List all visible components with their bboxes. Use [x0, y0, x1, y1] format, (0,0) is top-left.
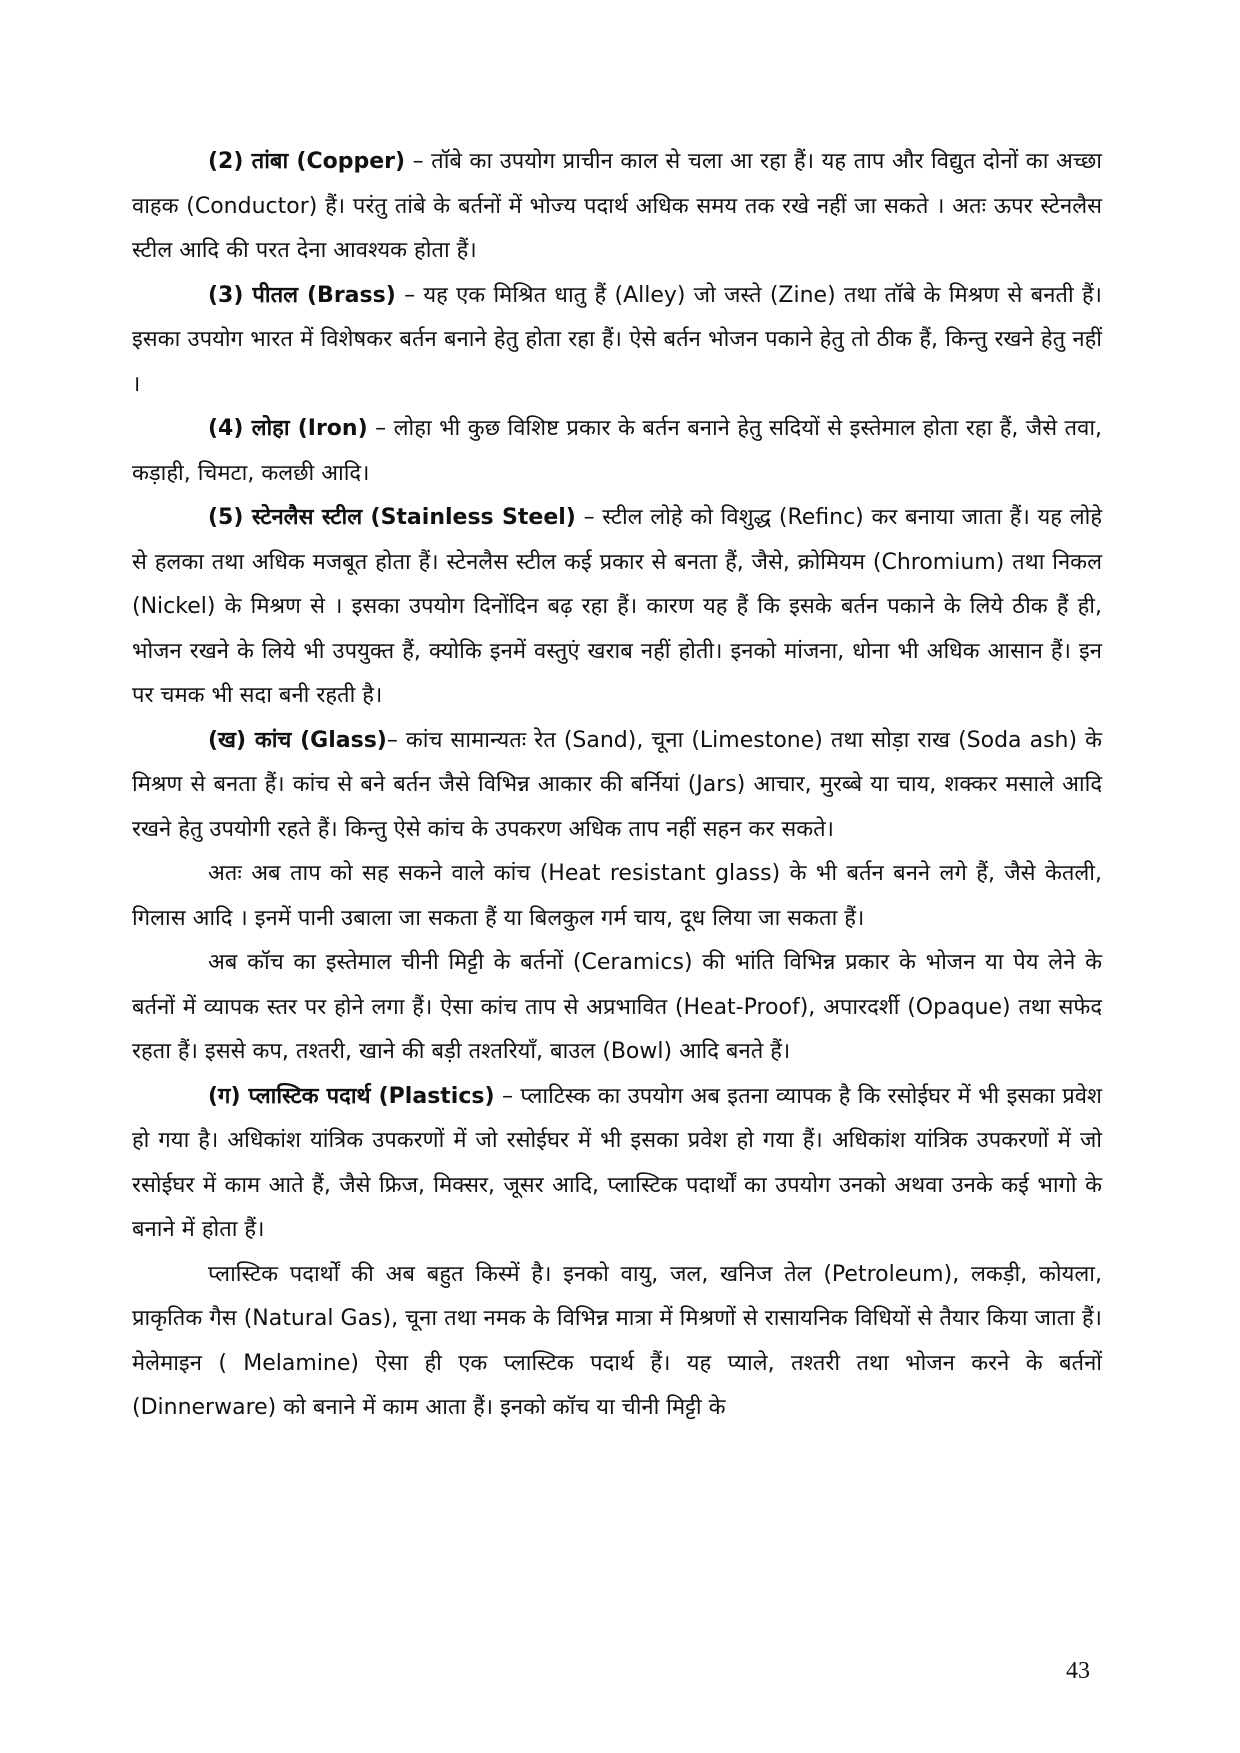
- paragraph-copper-text: – तॉबे का उपयोग प्राचीन काल से चला आ रहा हैं। यह ताप और विद्युत दोनों का अच्छा वाहक (Conductor) हैं। परंतु तांबे के बर्तनों में भोज्य पदार्थ अधिक समय तक रखे नहीं जा सकते । अतः ऊपर स्टेनलैस स्टील आदि की परत देना आवश्यक होता हैं।: [132, 149, 1102, 263]
- paragraph-glass-text: – कांच सामान्यतः रेत (Sand), चूना (Limestone) तथा सोड़ा राख (Soda ash) के मिश्रण से बनता हैं। कांच से बने बर्तन जैसे विभिन्न आकार की बर्नियां (Jars) आचार, मुरब्बे या चाय, शक्कर मसाले आदि रखने हेतु उपयोगी रहते हैं। किन्तु ऐसे कांच के उपकरण अधिक ताप नहीं सहन कर सकते।: [132, 727, 1102, 842]
- paragraph-plastics-text: – प्लाटिस्क का उपयोग अब इतना व्यापक है कि रसोईघर में भी इसका प्रवेश हो गया है। अधिकांश यांत्रिक उपकरणों में जो रसोईघर में भी इसका प्रवेश हो गया हैं। अधिकांश यांत्रिक उपकरणों में जो रसोईघर में काम आते हैं, जैसे फ्रिज, मिक्सर, जूसर आदि, प्लास्टिक पदार्थों का उपयोग उनको अथवा उनके कई भागो के बनाने में होता हैं।: [132, 1083, 1102, 1242]
- heading-glass: (ख) कांच (Glass): [208, 727, 387, 753]
- paragraph-heat-resistant-glass: [132, 852, 1102, 941]
- paragraph-copper: [132, 140, 1102, 274]
- paragraph-stainless-steel: [132, 496, 1102, 719]
- paragraph-stainless-steel-text: – स्टील लोहे को विशुद्ध (Refinc) कर बनाया जाता हैं। यह लोहे से हलका तथा अधिक मजबूत होता हैं। स्टेनलैस स्टील कई प्रकार से बनता हैं, जैसे, क्रोमियम (Chromium) तथा निकल (Nickel) के मिश्रण से । इसका उपयोग दिनोंदिन बढ़ रहा हैं। कारण यह हैं कि इसके बर्तन पकाने के लिये ठीक हैं ही, भोजन रखने के लिये भी उपयुक्त हैं, क्योकि इनमें वस्तुएं खराब नहीं होती। इनको मांजना, धोना भी अधिक आसान हैं। इन पर चमक भी सदा बनी रहती है।: [132, 505, 1102, 708]
- page-body: [132, 140, 1102, 1431]
- heading-iron: (4) लोहा (Iron): [208, 416, 368, 441]
- paragraph-brass: [132, 274, 1102, 408]
- paragraph-brass-text: – यह एक मिश्रित धातु हैं (Alley) जो जस्ते (Zine) तथा तॉबे के मिश्रण से बनती हैं। इसका उपयोग भारत में विशेषकर बर्तन बनाने हेतु होता रहा हैं। ऐसे बर्तन भोजन पकाने हेतु तो ठीक हैं, किन्तु रखने हेतु नहीं ।: [132, 282, 1102, 397]
- heading-stainless-steel: (5) स्टेनलैस स्टील (Stainless Steel): [208, 505, 576, 530]
- page-number: 43: [1066, 1658, 1090, 1684]
- paragraph-ceramic-glass: [132, 941, 1102, 1075]
- paragraph-iron: [132, 407, 1102, 496]
- paragraph-plastic-types-text: प्लास्टिक पदार्थों की अब बहुत किस्में है। इनको वायु, जल, खनिज तेल (Petroleum), लकड़ी, कोयला, प्राकृतिक गैस (Natural Gas), चूना तथा नमक के विभिन्न मात्रा में मिश्रणों से रासायनिक विधियों से तैयार किया जाता हैं। मेलेमाइन ( Melamine) ऐसा ही एक प्लास्टिक पदार्थ हैं। यह प्याले, तश्तरी तथा भोजन करने के बर्तनों (Dinnerware) को बनाने में काम आता हैं। इनको कॉच या चीनी मिट्टी के: [132, 1261, 1102, 1420]
- heading-copper: (2) तांबा (Copper): [208, 149, 406, 174]
- heading-plastics: (ग) प्लास्टिक पदार्थ (Plastics): [208, 1083, 495, 1109]
- paragraph-iron-text: – लोहा भी कुछ विशिष्ट प्रकार के बर्तन बनाने हेतु सदियों से इस्तेमाल होता रहा हैं, जैसे तवा, कड़ाही, चिमटा, कलछी आदि।: [132, 416, 1103, 486]
- paragraph-heat-resistant-glass-text: अतः अब ताप को सह सकने वाले कांच (Heat resistant glass) के भी बर्तन बनने लगे हैं, जैसे केतली, गिलास आदि । इनमें पानी उबाला जा सकता हैं या बिलकुल गर्म चाय, दूध लिया जा सकता हैं।: [132, 861, 1102, 931]
- paragraph-plastic-types: [132, 1253, 1102, 1431]
- paragraph-plastics: [132, 1075, 1102, 1253]
- paragraph-glass: [132, 719, 1102, 853]
- heading-brass: (3) पीतल (Brass): [208, 282, 396, 308]
- paragraph-ceramic-glass-text: अब कॉच का इस्तेमाल चीनी मिट्टी के बर्तनों (Ceramics) की भांति विभिन्न प्रकार के भोजन या पेय लेने के बर्तनों में व्यापक स्तर पर होने लगा हैं। ऐसा कांच ताप से अप्रभावित (Heat-Proof), अपारदर्शी (Opaque) तथा सफेद रहता हैं। इससे कप, तश्तरी, खाने की बड़ी तश्तरियॉं, बाउल (Bowl) आदि बनते हैं।: [132, 950, 1102, 1064]
